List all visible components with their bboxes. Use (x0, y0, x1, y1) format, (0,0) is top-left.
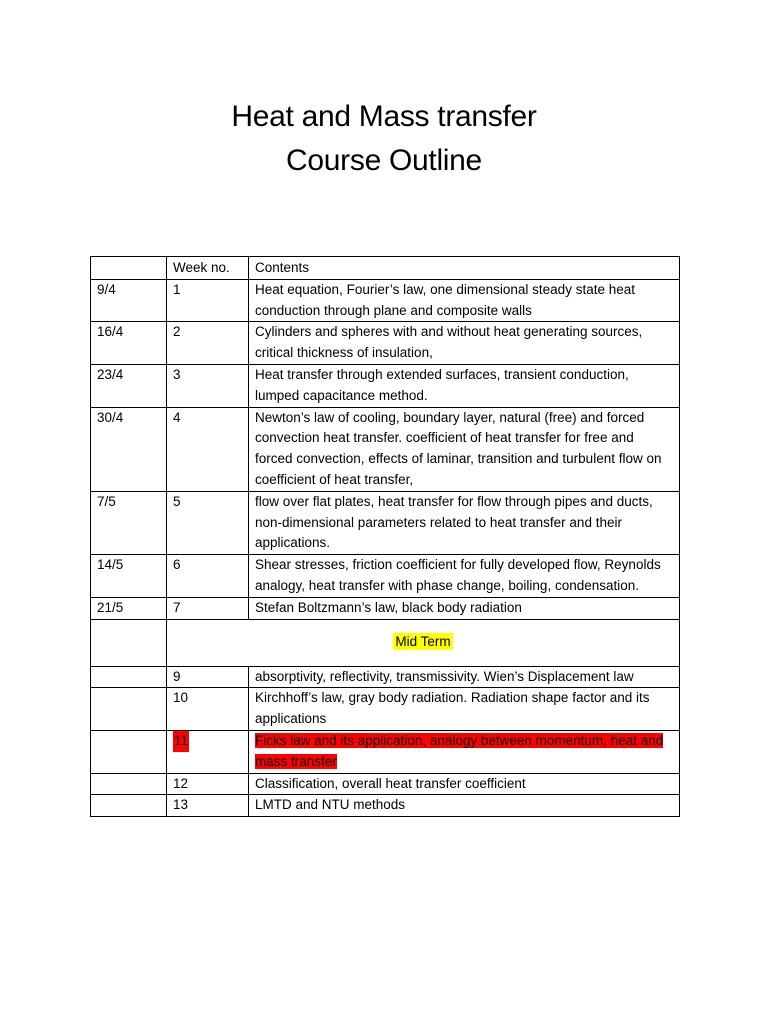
row-contents: Cylinders and spheres with and without heat generating sources, critical thickness of insulation, (249, 322, 680, 365)
table-row (91, 322, 680, 365)
row-contents: absorptivity, reflectivity, transmissivity. Wien’s Displacement law (249, 666, 680, 688)
row-contents: LMTD and NTU methods (249, 795, 680, 817)
table-row (91, 555, 680, 598)
row-contents: Kirchhoff’s law, gray body radiation. Radiation shape factor and its applications (249, 688, 680, 731)
row-week: 12 (167, 773, 249, 795)
row-week: 1 (167, 279, 249, 322)
table-row (91, 666, 680, 688)
row-contents: Heat equation, Fourier’s law, one dimensional steady state heat conduction through plane and composite walls (249, 279, 680, 322)
highlighted-week-number: 11 (173, 731, 189, 752)
row-date: 9/4 (91, 279, 167, 322)
row-date: 16/4 (91, 322, 167, 365)
row-date (91, 666, 167, 688)
row-week: 3 (167, 364, 249, 407)
highlighted-contents: Ficks law and its application, analogy between momentum, heat and mass transfer (255, 732, 664, 769)
row-week: 6 (167, 555, 249, 598)
header-date (91, 257, 167, 280)
midterm-row (91, 619, 680, 666)
table-row (91, 407, 680, 491)
table-row (91, 597, 680, 619)
row-contents: flow over flat plates, heat transfer for flow through pipes and ducts, non-dimensional parameters related to heat transfer and their applications. (249, 491, 680, 554)
row-date: 30/4 (91, 407, 167, 491)
row-date: 14/5 (91, 555, 167, 598)
row-contents: Newton’s law of cooling, boundary layer, natural (free) and forced convection heat transfer. coefficient of heat transfer for free and forced convection, effects of laminar, transition and turbulent flow on coefficient of heat transfer, (249, 407, 680, 491)
midterm-cell (167, 619, 680, 666)
table-row (91, 773, 680, 795)
document-title: Heat and Mass transfer (231, 100, 537, 133)
table-row (91, 688, 680, 731)
row-date (91, 773, 167, 795)
row-week: 13 (167, 795, 249, 817)
row-date: 23/4 (91, 364, 167, 407)
table-row (91, 491, 680, 554)
row-week: 2 (167, 322, 249, 365)
row-date (91, 688, 167, 731)
header-contents: Contents (249, 257, 680, 280)
row-date (91, 795, 167, 817)
row-contents: Stefan Boltzmann’s law, black body radiation (249, 597, 680, 619)
midterm-label: Mid Term (395, 634, 451, 650)
row-contents (249, 730, 680, 773)
table-row (91, 795, 680, 817)
row-date: 7/5 (91, 491, 167, 554)
course-outline-table (90, 256, 680, 817)
table-row (91, 364, 680, 407)
table-row (91, 279, 680, 322)
row-week: 4 (167, 407, 249, 491)
row-date: 21/5 (91, 597, 167, 619)
table-header-row (91, 257, 680, 280)
row-contents: Heat transfer through extended surfaces, transient conduction, lumped capacitance method. (249, 364, 680, 407)
row-week: 9 (167, 666, 249, 688)
document-subtitle: Course Outline (286, 144, 482, 177)
row-contents: Shear stresses, friction coefficient for fully developed flow, Reynolds analogy, heat transfer with phase change, boiling, condensation. (249, 555, 680, 598)
row-week: 7 (167, 597, 249, 619)
midterm-blank-cell (91, 619, 167, 666)
header-week: Week no. (167, 257, 249, 280)
row-week: 10 (167, 688, 249, 731)
table-row-highlighted (91, 730, 680, 773)
row-date (91, 730, 167, 773)
row-week (167, 730, 249, 773)
row-contents: Classification, overall heat transfer coefficient (249, 773, 680, 795)
row-week: 5 (167, 491, 249, 554)
